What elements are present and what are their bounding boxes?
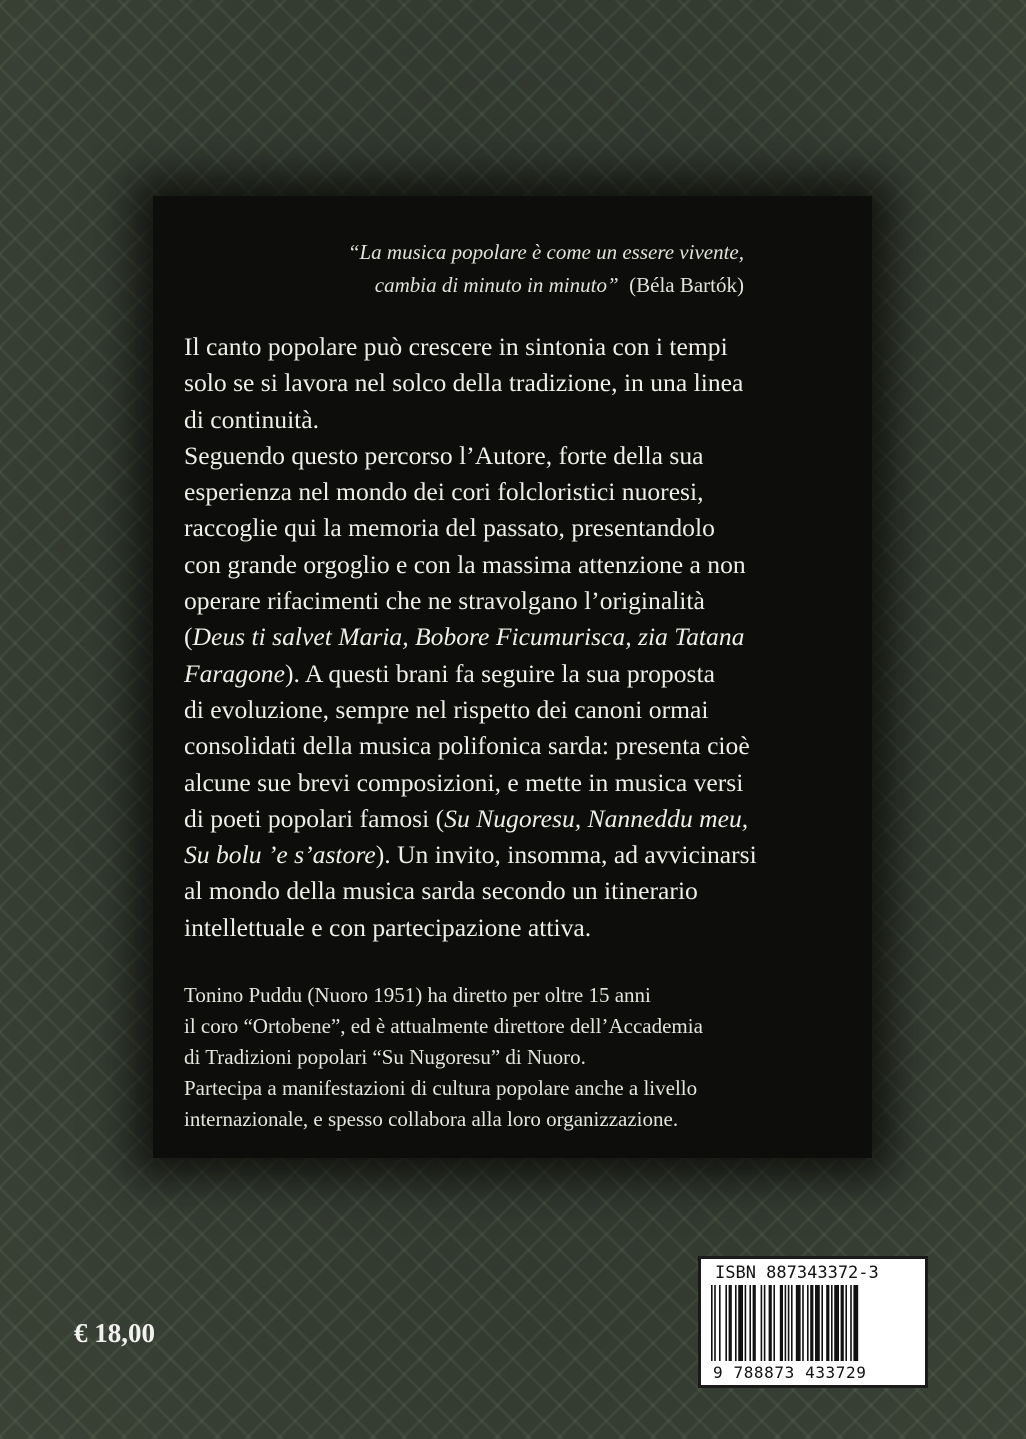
barcode-bar <box>753 1285 756 1361</box>
isbn-label: ISBN 887343372-3 <box>715 1263 879 1283</box>
blurb-line: con grande orgoglio e con la massima attenzione a non <box>184 549 746 579</box>
quote-line-1: “La musica popolare è come un essere vivente, <box>347 240 744 264</box>
barcode-bar <box>714 1285 716 1361</box>
blurb-line <box>184 656 844 692</box>
barcode-bar <box>845 1285 847 1361</box>
barcode-bar <box>821 1285 823 1361</box>
quote-line-2 <box>348 269 744 302</box>
song-titles-1: Deus ti salvet Maria, Bobore Ficumurisca, zia Tatana <box>192 622 745 652</box>
bio-line: il coro “Ortobene”, ed è attualmente direttore dell’Accademia <box>184 1014 703 1038</box>
blurb-line: consolidati della musica polifonica sarda: presenta cioè <box>184 731 750 761</box>
bio-line: internazionale, e spesso collabora alla loro organizzazione. <box>184 1107 679 1131</box>
barcode-bar <box>749 1285 751 1361</box>
blurb-line: di continuità. <box>184 404 320 434</box>
barcode-bar <box>788 1285 790 1361</box>
barcode-bar <box>834 1285 839 1361</box>
blurb-line: al mondo della musica sarda secondo un itinerario <box>184 876 698 906</box>
blurb-line: raccoglie qui la memoria del passato, presentandolo <box>184 513 715 543</box>
song-titles-2: Su Nugoresu, Nanneddu meu, <box>444 803 749 833</box>
blurb-text-fragment: di poeti popolari famosi ( <box>184 803 445 833</box>
barcode-bar <box>711 1285 713 1361</box>
blurb-text-fragment: ). Un invito, insomma, ad avvicinarsi <box>375 840 757 870</box>
blurb-text-fragment: ( <box>184 622 193 652</box>
barcode-graphic <box>709 1285 917 1363</box>
epigraph-quote <box>348 236 744 302</box>
barcode-bar <box>853 1285 858 1361</box>
author-bio <box>184 980 844 1135</box>
isbn-barcode-box <box>698 1256 928 1388</box>
barcode-bar <box>841 1285 844 1361</box>
barcode-bar <box>831 1285 833 1361</box>
blurb-line <box>184 619 844 655</box>
barcode-bar <box>826 1285 829 1361</box>
blurb-line: Seguendo questo percorso l’Autore, forte della sua <box>184 440 704 470</box>
bio-line: Tonino Puddu (Nuoro 1951) ha diretto per oltre 15 anni <box>184 983 651 1007</box>
song-title-astore: Su bolu ’e s’astore <box>184 840 376 870</box>
blurb-line: operare rifacimenti che ne stravolgano l’originalità <box>184 586 705 616</box>
barcode-bar <box>738 1285 743 1361</box>
blurb-line <box>184 837 844 873</box>
quote-author: (Béla Bartók) <box>629 273 744 297</box>
blurb-text <box>184 329 844 946</box>
blurb-line: alcune sue brevi composizioni, e mette in musica versi <box>184 767 744 797</box>
barcode-bar <box>815 1285 820 1361</box>
barcode-bar <box>735 1285 737 1361</box>
barcode-bar <box>810 1285 813 1361</box>
barcode-bar <box>729 1285 732 1361</box>
barcode-bar <box>761 1285 763 1361</box>
barcode-bar <box>780 1285 783 1361</box>
blurb-line <box>184 801 844 837</box>
blurb-line: solo se si lavora nel solco della tradizione, in una linea <box>184 368 744 398</box>
bio-line: Partecipa a manifestazioni di cultura popolare anche a livello <box>184 1076 698 1100</box>
barcode-bar <box>850 1285 852 1361</box>
price-label: € 18,00 <box>74 1318 155 1348</box>
blurb-line: esperienza nel mondo dei cori folcloristici nuoresi, <box>184 477 704 507</box>
blurb-text-fragment: ). A questi brani fa seguire la sua proposta <box>284 658 715 688</box>
barcode-bar <box>796 1285 801 1361</box>
song-title-faragone: Faragone <box>184 658 285 688</box>
barcode-bar <box>802 1285 804 1361</box>
isbn-digits: 9 788873 433729 <box>713 1363 867 1382</box>
bio-line: di Tradizioni popolari “Su Nugoresu” di Nuoro. <box>184 1045 586 1069</box>
barcode-bar <box>807 1285 809 1361</box>
barcode-bar <box>725 1285 727 1361</box>
barcode-bar <box>719 1285 721 1361</box>
blurb-line: intellettuale e con partecipazione attiva. <box>184 912 592 942</box>
barcode-bar <box>764 1285 766 1361</box>
barcode-bar <box>745 1285 747 1361</box>
barcode-bar <box>785 1285 787 1361</box>
blurb-line: di evoluzione, sempre nel rispetto dei canoni ormai <box>184 694 709 724</box>
quote-text-2: cambia di minuto in minuto” <box>374 273 619 297</box>
barcode-bar <box>769 1285 772 1361</box>
blurb-line: Il canto popolare può crescere in sintonia con i tempi <box>184 332 728 361</box>
barcode-bar <box>791 1285 793 1361</box>
barcode-bar <box>773 1285 775 1361</box>
